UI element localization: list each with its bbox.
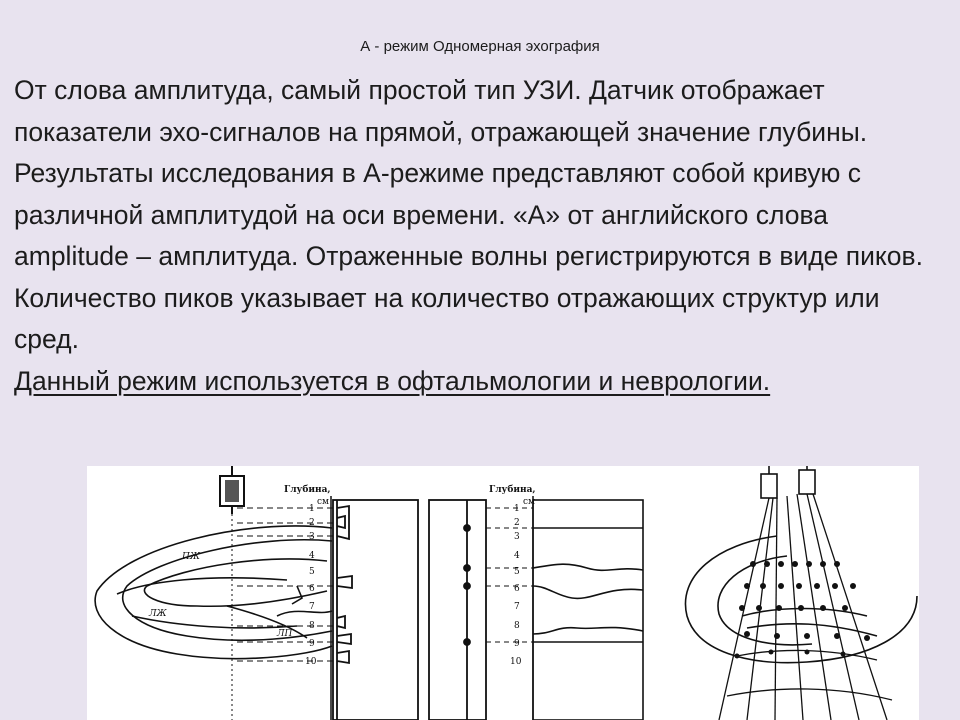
svg-text:10: 10 bbox=[305, 657, 317, 667]
sector-transducer-icon bbox=[761, 466, 815, 498]
svg-text:9: 9 bbox=[514, 639, 520, 649]
svg-text:8: 8 bbox=[514, 621, 520, 631]
svg-text:1: 1 bbox=[309, 504, 315, 514]
svg-text:5: 5 bbox=[514, 567, 520, 577]
svg-text:7: 7 bbox=[309, 602, 315, 612]
depth-axis-label-left: Глубина, bbox=[284, 485, 331, 495]
m-mode-motion-panel bbox=[533, 500, 643, 720]
svg-text:10: 10 bbox=[510, 657, 522, 667]
svg-text:2: 2 bbox=[514, 518, 520, 528]
paragraph-intro: От слова амплитуда, самый простой тип УЗИ. Датчик отображает показатели эхо-сигналов на прямой, отражающей значение глубины. bbox=[14, 75, 868, 147]
slide-title: А - режим Одномерная эхография bbox=[360, 38, 600, 55]
depth-axis-unit-left: см bbox=[317, 497, 330, 507]
svg-text:8: 8 bbox=[309, 621, 315, 631]
svg-text:2: 2 bbox=[309, 518, 315, 528]
chamber-label-lv: ЛЖ bbox=[149, 609, 167, 619]
transducer-probe-icon bbox=[220, 466, 244, 514]
svg-text:7: 7 bbox=[514, 602, 520, 612]
svg-text:3: 3 bbox=[514, 532, 520, 542]
ultrasound-illustration bbox=[87, 466, 919, 720]
svg-text:4: 4 bbox=[309, 551, 315, 561]
chamber-label-la: ЛП bbox=[277, 629, 293, 639]
a-mode-panel bbox=[333, 500, 418, 720]
sector-beam-fan bbox=[719, 494, 892, 720]
svg-text:5: 5 bbox=[309, 567, 315, 577]
depth-axis-unit-right: см bbox=[523, 497, 536, 507]
sector-heart-outline bbox=[685, 536, 917, 663]
svg-text:6: 6 bbox=[514, 584, 520, 594]
paragraph-usage-note: Данный режим используется в офтальмологии и неврологии. bbox=[14, 365, 771, 396]
svg-text:3: 3 bbox=[309, 532, 315, 542]
svg-text:4: 4 bbox=[514, 551, 520, 561]
depth-axis-label-right: Глубина, bbox=[489, 485, 536, 495]
a-mode-echography-diagram bbox=[87, 466, 919, 720]
slide-body bbox=[14, 70, 949, 402]
svg-text:9: 9 bbox=[309, 639, 315, 649]
depth-guide-lines-right bbox=[486, 508, 533, 642]
m-mode-strip-middle bbox=[429, 500, 486, 720]
heart-cross-section bbox=[95, 526, 332, 659]
svg-text:6: 6 bbox=[309, 584, 315, 594]
chamber-label-rv: ПЖ bbox=[182, 552, 200, 562]
paragraph-a-mode-results: Результаты исследования в А-режиме представляют собой кривую с различной амплитудой на оси времени. «А» от английского слова amplitude – амплитуда. Отраженные волны регистрируются в виде пиков. Количество пиков указывает на количество отражающих структур или сред. bbox=[14, 158, 923, 354]
svg-text:1: 1 bbox=[514, 504, 520, 514]
